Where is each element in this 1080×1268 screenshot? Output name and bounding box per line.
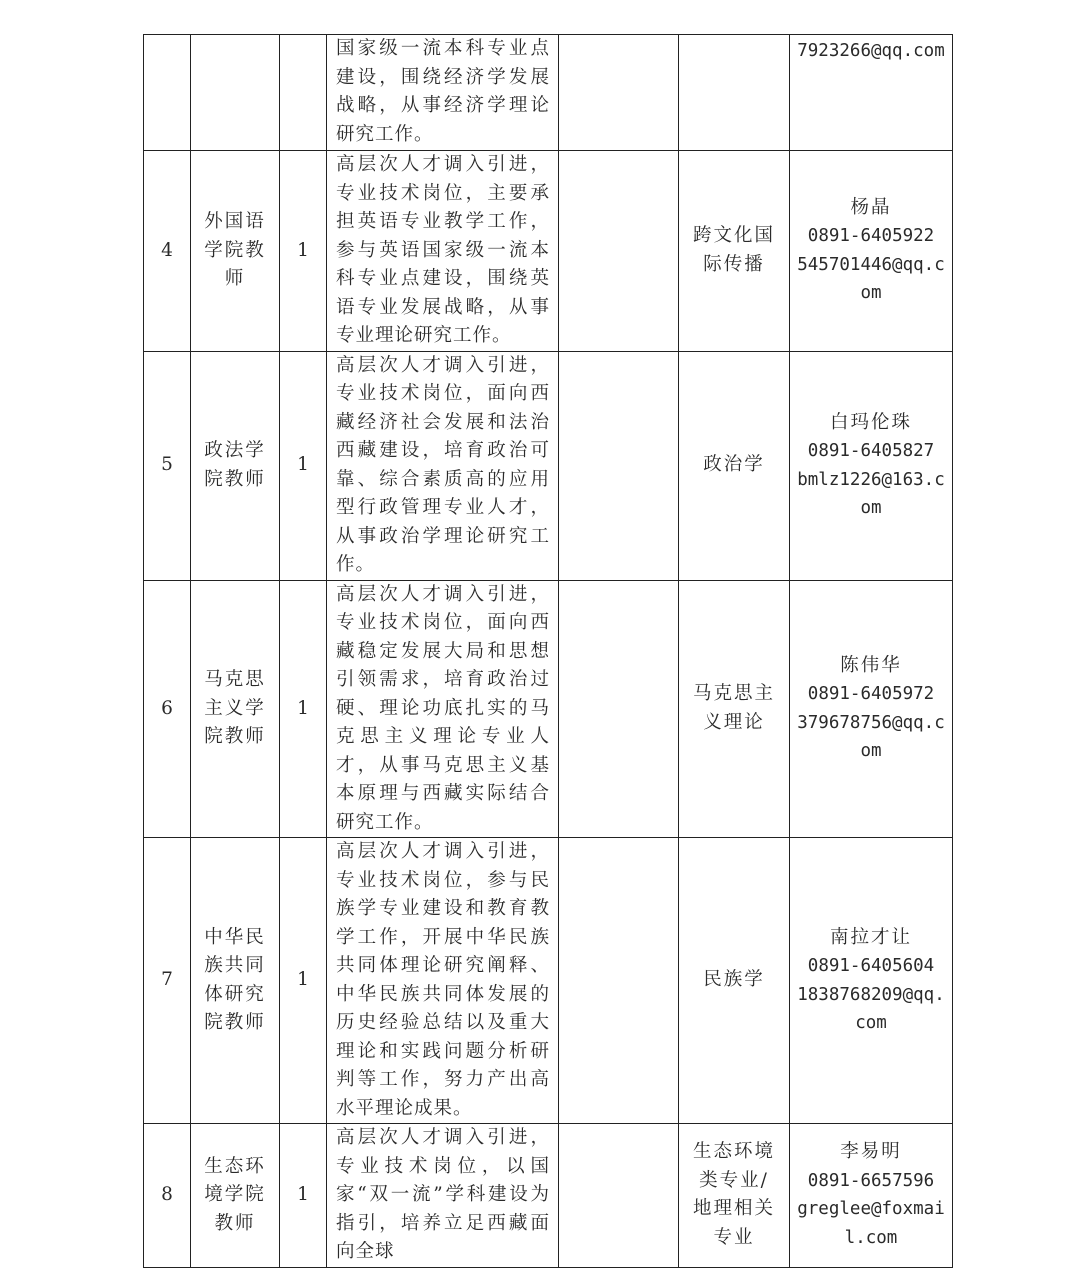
post-name: 外国语学院教师: [191, 151, 280, 352]
major-requirement: 民族学: [679, 838, 790, 1124]
major-requirement: 生态环境类专业/地理相关专业: [679, 1124, 790, 1268]
blank-cell: [559, 151, 679, 352]
post-duty: 高层次人才调入引进，专业技术岗位，主要承担英语专业教学工作，参与英语国家级一流本科专业点建设，围绕英语专业发展战略，从事专业理论研究工作。: [327, 151, 559, 352]
table-row: [144, 1124, 953, 1268]
table-row: [144, 151, 953, 352]
contact-info: [790, 838, 953, 1124]
contact-email: 1838768209@qq.com: [797, 984, 945, 1033]
contact-name: 白玛伦珠: [829, 411, 912, 433]
post-count: 1: [280, 838, 327, 1124]
contact-phone: 0891-6405972: [807, 684, 935, 705]
contact-email: 7923266@qq.com: [797, 41, 945, 61]
contact-phone: 0891-6657596: [807, 1170, 935, 1191]
post-name: 政法学院教师: [191, 351, 280, 580]
contact-info: [790, 35, 953, 151]
row-number: [144, 35, 191, 151]
contact-email: 379678756@qq.com: [797, 712, 945, 762]
blank-cell: [559, 1124, 679, 1268]
contact-info: [790, 1124, 953, 1268]
contact-info: [790, 580, 953, 838]
contact-name: 陈伟华: [840, 654, 902, 676]
post-count: 1: [280, 151, 327, 352]
post-count: [280, 35, 327, 151]
row-number: 6: [144, 580, 191, 838]
post-count: 1: [280, 1124, 327, 1268]
post-duty: 高层次人才调入引进，专业技术岗位，以国家“双一流”学科建设为指引，培养立足西藏面向全球: [327, 1124, 559, 1268]
table-row: [144, 351, 953, 580]
post-name: [191, 35, 280, 151]
row-number: 5: [144, 351, 191, 580]
post-count: 1: [280, 351, 327, 580]
row-number: 7: [144, 838, 191, 1124]
blank-cell: [559, 838, 679, 1124]
major-requirement: 政治学: [679, 351, 790, 580]
contact-email: 545701446@qq.com: [797, 254, 945, 304]
contact-name: 杨晶: [850, 196, 892, 218]
contact-info: [790, 351, 953, 580]
recruitment-table: [143, 34, 953, 1268]
blank-cell: [559, 580, 679, 838]
contact-phone: 0891-6405827: [807, 441, 935, 461]
post-duty: 国家级一流本科专业点建设，围绕经济学发展战略，从事经济学理论研究工作。: [327, 35, 559, 151]
major-requirement: 马克思主义理论: [679, 580, 790, 838]
major-requirement: 跨文化国际传播: [679, 151, 790, 352]
contact-phone: 0891-6405922: [807, 226, 935, 247]
blank-cell: [559, 351, 679, 580]
table-row: [144, 35, 953, 151]
blank-cell: [559, 35, 679, 151]
post-duty: 高层次人才调入引进，专业技术岗位，面向西藏经济社会发展和法治西藏建设，培育政治可靠、综合素质高的应用型行政管理专业人才，从事政治学理论研究工作。: [327, 351, 559, 580]
post-duty: 高层次人才调入引进，专业技术岗位，面向西藏稳定发展大局和思想引领需求，培育政治过硬、理论功底扎实的马克思主义理论专业人才，从事马克思主义基本原理与西藏实际结合研究工作。: [327, 580, 559, 838]
post-count: 1: [280, 580, 327, 838]
post-name: 马克思主义学院教师: [191, 580, 280, 838]
contact-email: bmlz1226@163.com: [797, 469, 945, 518]
table-row: [144, 580, 953, 838]
post-name: 中华民族共同体研究院教师: [191, 838, 280, 1124]
contact-name: 李易明: [840, 1141, 902, 1163]
row-number: 8: [144, 1124, 191, 1268]
contact-info: [790, 151, 953, 352]
row-number: 4: [144, 151, 191, 352]
contact-phone: 0891-6405604: [807, 956, 935, 976]
post-name: 生态环境学院教师: [191, 1124, 280, 1268]
post-duty: 高层次人才调入引进，专业技术岗位，参与民族学专业建设和教育教学工作，开展中华民族共同体理论研究阐释、中华民族共同体发展的历史经验总结以及重大理论和实践问题分析研判等工作，努力产出高水平理论成果。: [327, 838, 559, 1124]
table-row: [144, 838, 953, 1124]
contact-email: greglee@foxmail.com: [797, 1199, 945, 1248]
contact-name: 南拉才让: [829, 926, 912, 948]
major-requirement: [679, 35, 790, 151]
